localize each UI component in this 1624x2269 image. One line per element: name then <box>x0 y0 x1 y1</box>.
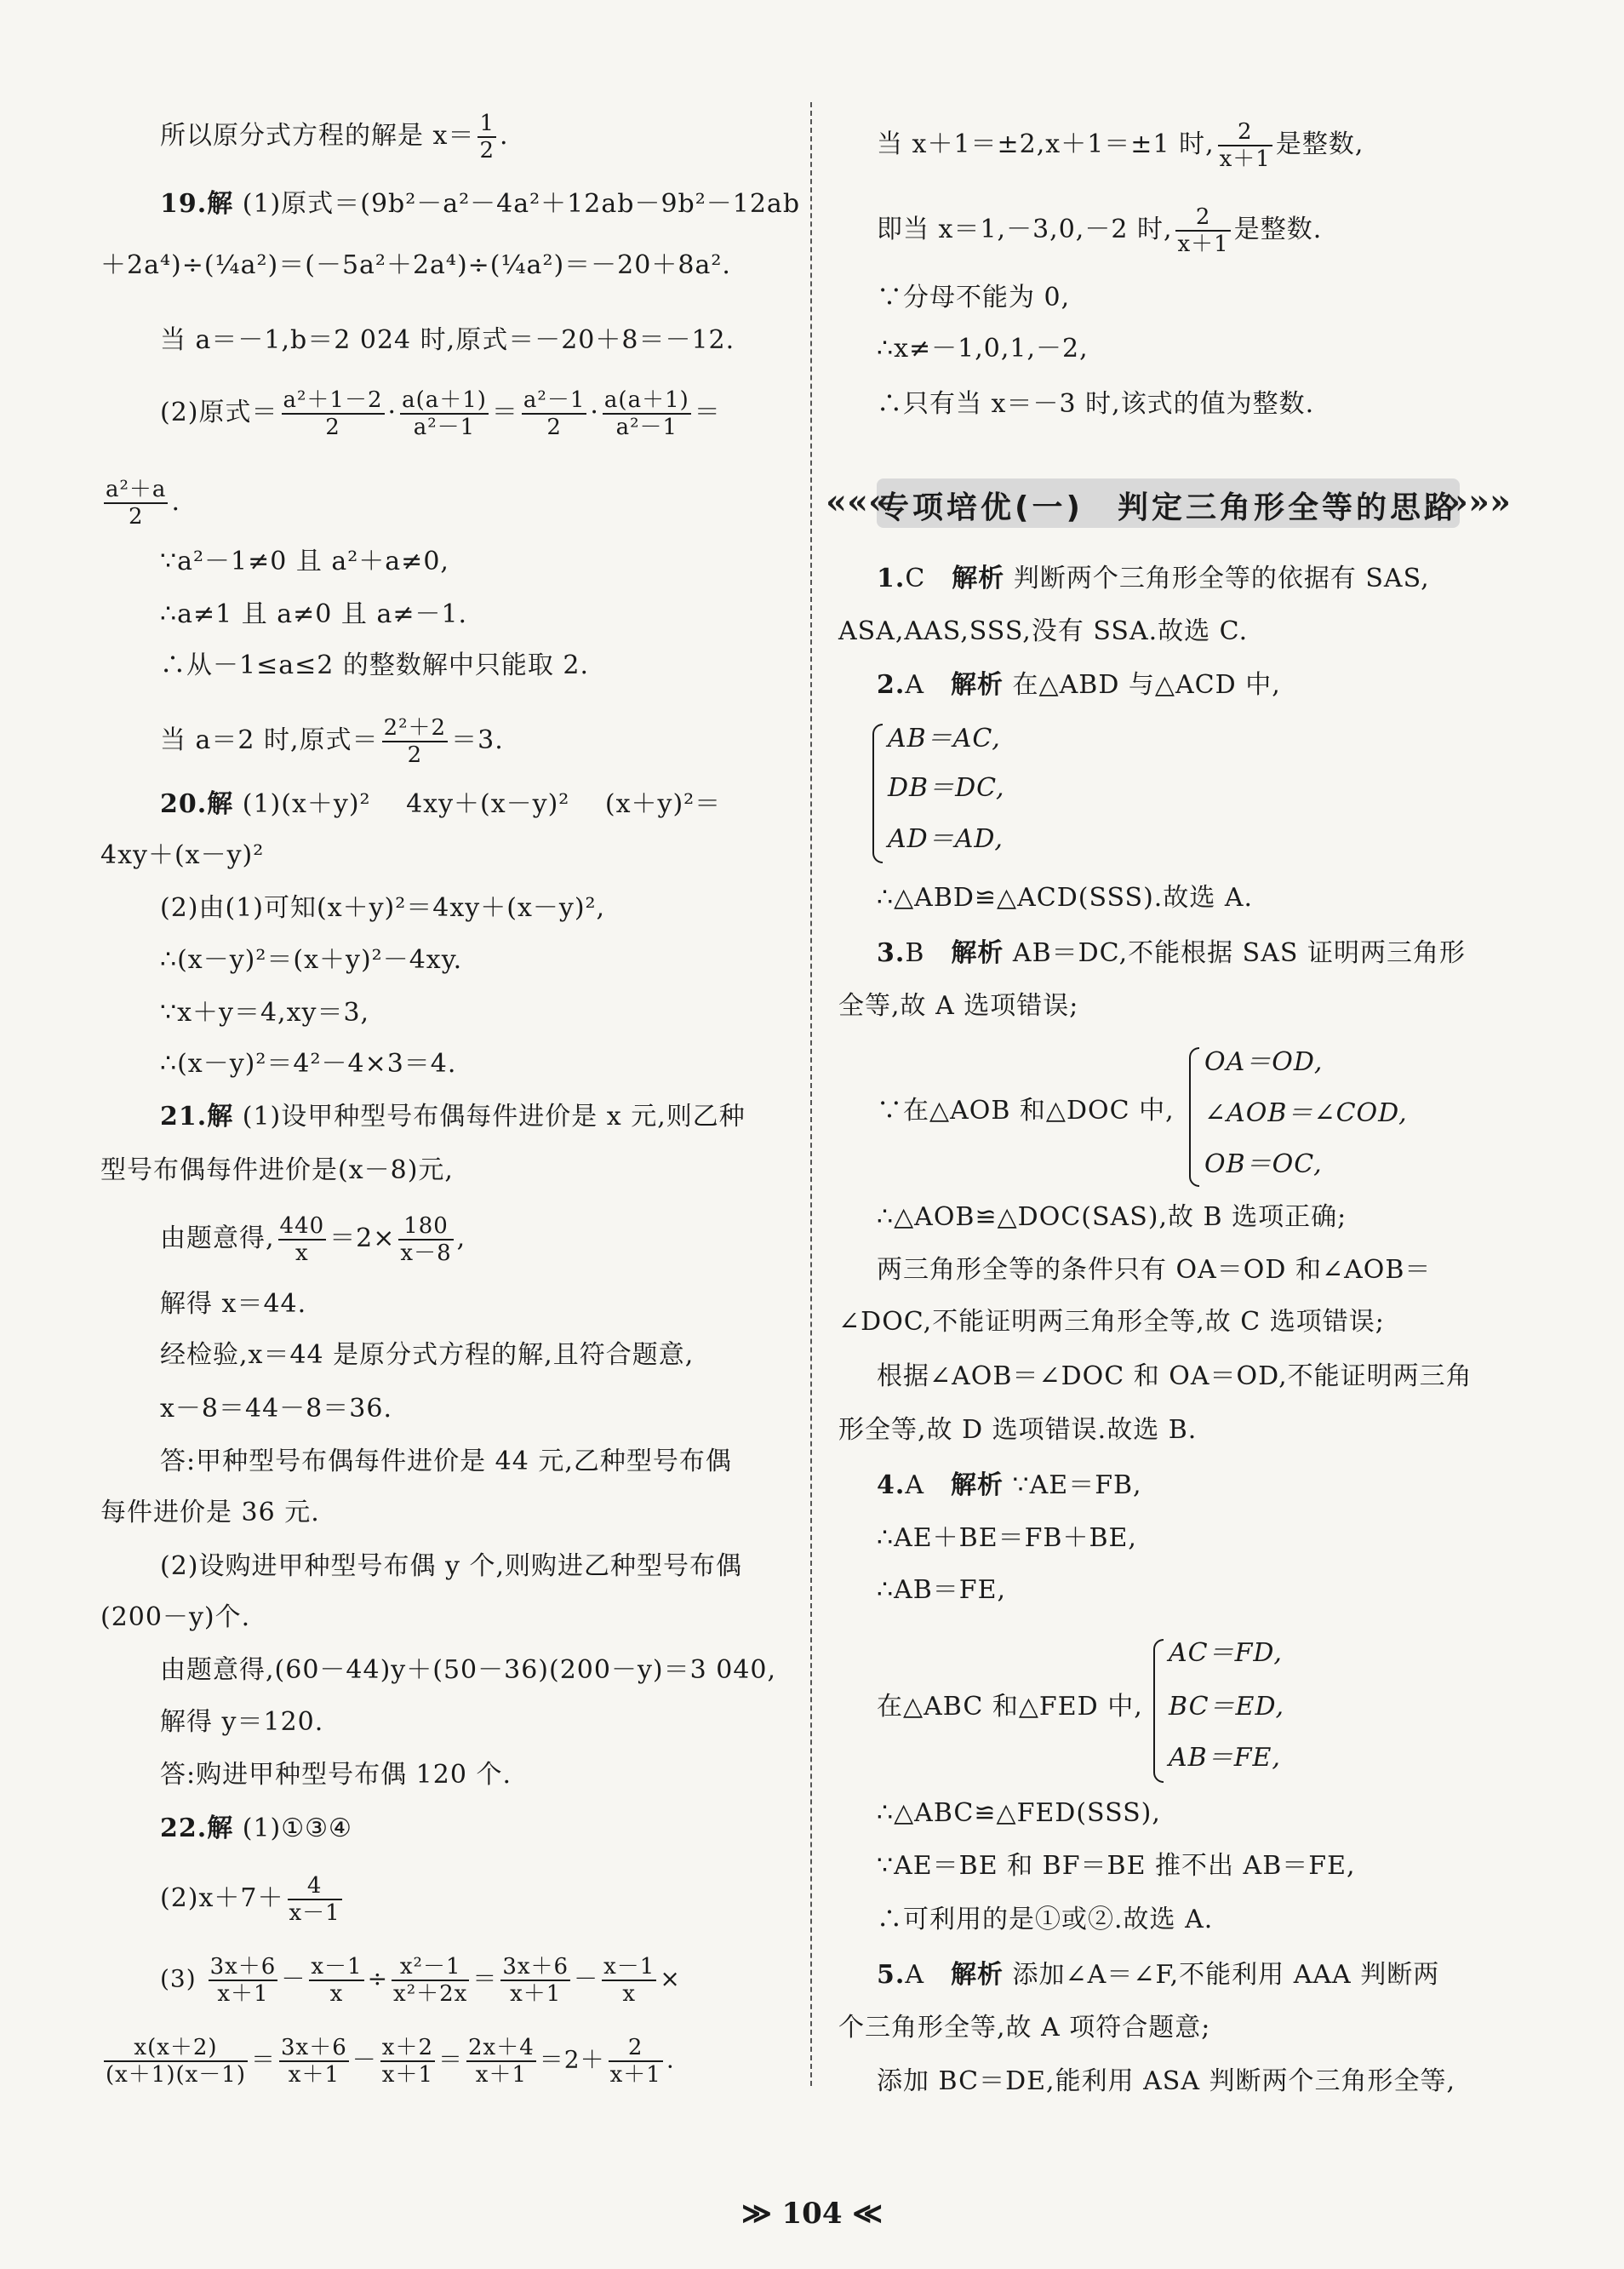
solution-label: 解 <box>207 189 234 219</box>
text: 是整数. <box>1233 215 1323 244</box>
answer: A <box>905 1960 924 1990</box>
denominator: x <box>295 1241 309 1266</box>
text-line <box>877 204 1322 257</box>
text: ∵x＋y＝4,xy＝3, <box>160 998 370 1028</box>
text-line <box>877 1253 1431 1287</box>
fraction <box>382 715 449 768</box>
fraction <box>282 387 385 440</box>
text: 经检验,x＝44 是原分式方程的解,且符合题意, <box>160 1340 695 1370</box>
text-line <box>160 1392 392 1426</box>
text: 形全等,故 D 选项错误.故选 B. <box>838 1415 1198 1445</box>
text: 在△ABD 与△ACD 中, <box>1012 670 1281 700</box>
text: (1)(x＋y)² 4xy＋(x－y)² (x＋y)²＝ <box>242 789 722 819</box>
text-line <box>100 1154 454 1188</box>
text: 当 a＝2 时,原式＝ <box>160 725 379 755</box>
solution-label: 解 <box>207 1102 234 1132</box>
system-brace <box>1189 1047 1199 1187</box>
page-arrow-left-icon: ≫ <box>741 2197 772 2231</box>
fraction <box>288 1873 342 1926</box>
text-line <box>160 1705 323 1739</box>
text: (2)由(1)可知(x＋y)²＝4xy＋(x－y)², <box>160 893 606 923</box>
analysis-label: 解析 <box>951 1960 1004 1990</box>
analysis-label: 解析 <box>951 938 1004 968</box>
q22-part3-line: (3) $\frac{3x+6}{x+1}$ － $\frac{x-1}{x}$ ÷ $\frac{\text{x²－1}}{\text{x²＋2x}}$ ＝ $\frac{3x+6}{x+1}$ － $\frac{x-1}{x}$ × <box>160 1954 681 2007</box>
fraction <box>400 387 489 440</box>
denominator: x－8 <box>400 1241 452 1266</box>
fraction <box>104 477 168 530</box>
text: (1)原式＝(9b²－a²－4a²＋12ab－9b²－12ab <box>242 189 801 219</box>
text-line <box>100 1496 320 1530</box>
text-line <box>160 598 467 632</box>
system-equation: AB＝AC, <box>888 724 1001 753</box>
text-line <box>160 943 462 977</box>
text-line <box>877 1573 1006 1607</box>
text: ∠DOC,不能证明两三角形全等,故 C 选项错误; <box>838 1307 1385 1337</box>
system-equation: BC＝ED, <box>1169 1692 1284 1722</box>
fraction <box>1218 119 1272 172</box>
text-line <box>160 1287 306 1321</box>
text: ∴△AOB≌△DOC(SAS),故 B 选项正确; <box>877 1202 1347 1232</box>
text: ∴AE＋BE＝FB＋BE, <box>877 1523 1137 1553</box>
text-line <box>838 1305 1385 1339</box>
text-line <box>877 881 1253 915</box>
text: 添加 BC＝DE,能利用 ASA 判断两个三角形全等, <box>877 2066 1456 2096</box>
banner-left-arrows-icon: ««« <box>826 482 889 522</box>
text: ＝3. <box>451 725 504 755</box>
fraction: $\frac{3x+6}{x+1}$ <box>281 2035 347 2088</box>
banner-right-arrows-icon: »»» <box>1447 482 1511 522</box>
denominator: x＋1 <box>1219 146 1271 172</box>
solution-label: 解 <box>207 1813 234 1843</box>
problem-2-line-1 <box>877 668 1281 702</box>
q19-line-2 <box>100 249 731 283</box>
text-line <box>877 1796 1161 1831</box>
text-line <box>100 839 264 873</box>
text: ∴(x－y)²＝4²－4×3＝4. <box>160 1049 457 1079</box>
fraction: $\frac{\text{x²－1}}{\text{x²＋2x}}$ <box>393 1954 468 2007</box>
text-line <box>877 387 1314 421</box>
answer: B <box>905 938 925 968</box>
fraction <box>1175 204 1230 257</box>
section-title: 专项培优(一) 判定三角形全等的思路 <box>878 490 1458 525</box>
text: 两三角形全等的条件只有 OA＝OD 和∠AOB＝ <box>877 1255 1432 1285</box>
text: 当 x＋1＝±2,x＋1＝±1 时, <box>877 129 1215 159</box>
text: ∵a²－1≠0 且 a²＋a≠0, <box>160 547 449 576</box>
fraction: $\frac{3x+6}{x+1}$ <box>209 1954 277 2007</box>
text-line <box>877 2065 1455 2099</box>
text: ＝2× <box>329 1223 396 1253</box>
text: (3) <box>160 1964 197 1993</box>
text: ∴从－1≤a≤2 的整数解中只能取 2. <box>160 650 590 680</box>
fraction: $\frac{x-1}{x}$ <box>311 1954 363 2007</box>
text: 当 a＝－1,b＝2 024 时,原式＝－20＋8＝－12. <box>160 325 735 355</box>
analysis-label: 解析 <box>952 564 1005 593</box>
denominator: a²－1 <box>413 415 476 440</box>
text-line: 所以原分式方程的解是 x＝ $\frac{1}{2}$ . <box>160 111 509 163</box>
fraction: $\frac{x-1}{x}$ <box>603 1954 655 2007</box>
denominator: 2 <box>546 415 562 440</box>
q22-line-1 <box>160 1812 352 1846</box>
fraction: $\frac{x+2}{x+1}$ <box>381 2035 433 2088</box>
text: (2)原式＝ <box>160 398 278 427</box>
text-line <box>877 1903 1213 1937</box>
text-line <box>838 1413 1197 1447</box>
text: ∵在△AOB 和△DOC 中, <box>877 1096 1175 1126</box>
text: AB＝DC,不能根据 SAS 证明两三角形 <box>1012 938 1466 968</box>
text: ∵AE＝BE 和 BF＝BE 推不出 AB＝FE, <box>877 1851 1356 1881</box>
fraction: $\frac{x(x+2)}{(x+1)(x-1)}$ <box>106 2035 246 2088</box>
text-line <box>160 1550 742 1584</box>
text: 所以原分式方程的解是 x＝ <box>160 121 475 151</box>
q19-part2-result: $\frac{\text{a²＋a}}{2}$ . <box>106 477 180 530</box>
text-line <box>160 996 369 1030</box>
text-line <box>838 989 1078 1023</box>
fraction <box>603 387 691 440</box>
text-line <box>160 649 589 683</box>
page-arrow-right-icon: ≪ <box>852 2197 883 2231</box>
text-line <box>160 1338 694 1372</box>
fraction <box>398 1213 453 1266</box>
text-line <box>160 1653 776 1687</box>
q19-line-3 <box>160 324 735 358</box>
answer: C <box>905 564 926 593</box>
fraction <box>477 111 496 163</box>
text: 全等,故 A 选项错误; <box>838 991 1079 1021</box>
text: 判断两个三角形全等的依据有 SAS, <box>1013 564 1430 593</box>
text: 解得 y＝120. <box>160 1707 324 1737</box>
text: 个三角形全等,故 A 项符合题意; <box>838 2013 1211 2043</box>
denominator: x－1 <box>289 1900 340 1926</box>
text-line <box>160 1445 732 1479</box>
text: 添加∠A＝∠F,不能利用 AAA 判断两 <box>1012 1960 1440 1990</box>
text-line <box>877 1521 1137 1556</box>
numerator: a²－1 <box>523 387 586 413</box>
problem-5-line-1 <box>877 1958 1439 1992</box>
numerator: 2 <box>1218 119 1272 146</box>
solution-label: 解 <box>207 789 234 819</box>
text: (200－y)个. <box>100 1602 251 1632</box>
text: ∴△ABC≌△FED(SSS), <box>877 1798 1161 1828</box>
text: ∴a≠1 且 a≠0 且 a≠－1. <box>160 599 468 629</box>
analysis-label: 解析 <box>951 1470 1004 1500</box>
question-number: 3. <box>877 938 906 968</box>
text: ∴(x－y)²＝(x＋y)²－4xy. <box>160 945 463 975</box>
text: 由题意得,(60－44)y＋(50－36)(200－y)＝3 040, <box>160 1655 777 1685</box>
denominator: 2 <box>407 742 423 768</box>
text: 每件进价是 36 元. <box>100 1498 320 1527</box>
system-brace <box>872 724 883 863</box>
text: (1)设甲种型号布偶每件进价是 x 元,则乙种 <box>242 1102 746 1132</box>
system-equation: AB＝FE, <box>1169 1743 1281 1773</box>
column-divider <box>810 102 812 2086</box>
q19-part2-line: (2)原式＝ $\frac{\text{a²＋1－2}}{2}$ · $\frac{a(a+1)}{\text{a²－1}}$ ＝ $\frac{\text{a²－1}}{2}$ · $\frac{a(a+1)}{\text{a²－1}}$ ＝ <box>160 387 721 440</box>
text-line <box>838 2011 1210 2045</box>
answer: A <box>905 670 924 700</box>
text: ∴AB＝FE, <box>877 1575 1007 1605</box>
fraction <box>278 1213 327 1266</box>
text: ∴△ABD≌△ACD(SSS).故选 A. <box>877 883 1254 913</box>
text-line <box>877 1360 1472 1394</box>
text-line <box>877 1849 1356 1883</box>
fraction: $\frac{2}{x+1}$ <box>609 2035 661 2088</box>
numerator: a²＋a <box>106 477 167 502</box>
page-number-text: 104 <box>781 2197 843 2231</box>
text-line <box>160 715 504 768</box>
numerator: 1 <box>479 111 495 136</box>
text-line <box>838 615 1248 649</box>
text-line <box>160 1758 512 1792</box>
text: 4xy＋(x－y)² <box>100 840 265 870</box>
text-line <box>877 281 1070 315</box>
text-line <box>877 1200 1347 1235</box>
numerator: 180 <box>398 1213 453 1241</box>
text: 即当 x＝1,－3,0,－2 时, <box>877 215 1173 244</box>
q21-line-1 <box>160 1100 746 1134</box>
question-number: 1. <box>877 564 906 593</box>
text-line <box>160 545 449 579</box>
text-line <box>877 1094 1175 1128</box>
text-line <box>877 1690 1143 1724</box>
problem-3-line-1 <box>877 937 1466 971</box>
text: 是整数, <box>1275 129 1364 159</box>
numerator: a(a＋1) <box>603 387 689 413</box>
system-equation: OA＝OD, <box>1204 1047 1324 1077</box>
question-number: 20. <box>160 789 208 819</box>
text-line <box>160 1873 346 1926</box>
question-number: 4. <box>877 1470 906 1500</box>
text: (2)x＋7＋ <box>160 1883 284 1913</box>
system-equation: OB＝OC, <box>1204 1149 1323 1179</box>
problem-1-line-1 <box>877 562 1430 596</box>
denominator: 2 <box>325 415 340 440</box>
text: 答:甲种型号布偶每件进价是 44 元,乙种型号布偶 <box>160 1447 732 1476</box>
text: 型号布偶每件进价是(x－8)元, <box>100 1155 454 1185</box>
text: 答:购进甲种型号布偶 120 个. <box>160 1760 512 1790</box>
text-line <box>160 891 605 925</box>
fraction: $\frac{2x+4}{x+1}$ <box>468 2035 535 2088</box>
q20-line-1 <box>160 788 721 822</box>
text-line: 由题意得, $\frac{440}{x}$ ＝2× $\frac{180}{x-8}$ , <box>160 1213 466 1266</box>
text: ∴可利用的是①或②.故选 A. <box>877 1905 1214 1934</box>
question-number: 2. <box>877 670 906 700</box>
text: ＋2a⁴)÷(¼a²)＝(－5a²＋2a⁴)÷(¼a²)＝－20＋8a². <box>100 250 731 280</box>
answer: A <box>905 1470 924 1500</box>
system-equation: AD＝AD, <box>888 824 1004 854</box>
text: 由题意得, <box>160 1223 275 1253</box>
text: ∵分母不能为 0, <box>877 283 1071 312</box>
text: . <box>666 2045 675 2074</box>
section-banner <box>826 473 1511 533</box>
question-number: 22. <box>160 1813 208 1843</box>
problem-4-line-1 <box>877 1469 1142 1503</box>
fraction: $\frac{3x+6}{x+1}$ <box>502 1954 569 2007</box>
text-line <box>877 332 1089 366</box>
denominator: 2 <box>479 138 495 163</box>
analysis-label: 解析 <box>951 670 1004 700</box>
text-line <box>160 1047 456 1081</box>
text: 根据∠AOB＝∠DOC 和 OA＝OD,不能证明两三角 <box>877 1361 1472 1391</box>
text: (2)设购进甲种型号布偶 y 个,则购进乙种型号布偶 <box>160 1551 743 1581</box>
numerator: 4 <box>288 1873 342 1900</box>
numerator: 2²＋2 <box>383 715 447 741</box>
system-brace <box>1153 1639 1164 1783</box>
page-number <box>0 2197 1624 2231</box>
numerator: 2 <box>1175 204 1230 232</box>
text-line <box>877 119 1364 172</box>
fraction <box>522 387 586 440</box>
denominator: a²－1 <box>615 415 678 440</box>
numerator: a(a＋1) <box>402 387 487 413</box>
text: x－8＝44－8＝36. <box>160 1394 392 1424</box>
system-equation: ∠AOB＝∠COD, <box>1204 1098 1408 1128</box>
question-number: 21. <box>160 1102 208 1132</box>
q19-line-1 <box>160 187 800 221</box>
text: ∴x≠－1,0,1,－2, <box>877 334 1089 364</box>
denominator: 2 <box>128 504 144 530</box>
numerator: 440 <box>279 1213 325 1239</box>
text: ASA,AAS,SSS,没有 SSA.故选 C. <box>838 616 1249 646</box>
system-equation: DB＝DC, <box>888 773 1005 803</box>
text: (1)①③④ <box>242 1813 352 1843</box>
question-number: 19. <box>160 189 208 219</box>
question-number: 5. <box>877 1960 906 1990</box>
denominator: x＋1 <box>1177 232 1229 257</box>
text: ∴只有当 x＝－3 时,该式的值为整数. <box>877 389 1315 419</box>
text: ∵AE＝FB, <box>1012 1470 1142 1500</box>
text: 在△ABC 和△FED 中, <box>877 1692 1143 1722</box>
numerator: a²＋1－2 <box>283 387 383 413</box>
q22-part3-line-2: $\frac{x(x+2)}{(x+1)(x-1)}$ ＝ $\frac{3x+6}{x+1}$ － $\frac{x+2}{x+1}$ ＝ $\frac{2x+4}{x+1}$ ＝2＋ $\frac{2}{x+1}$ . <box>106 2035 675 2088</box>
text-line <box>100 1601 250 1635</box>
system-equation: AC＝FD, <box>1169 1638 1283 1668</box>
text: 解得 x＝44. <box>160 1289 307 1319</box>
